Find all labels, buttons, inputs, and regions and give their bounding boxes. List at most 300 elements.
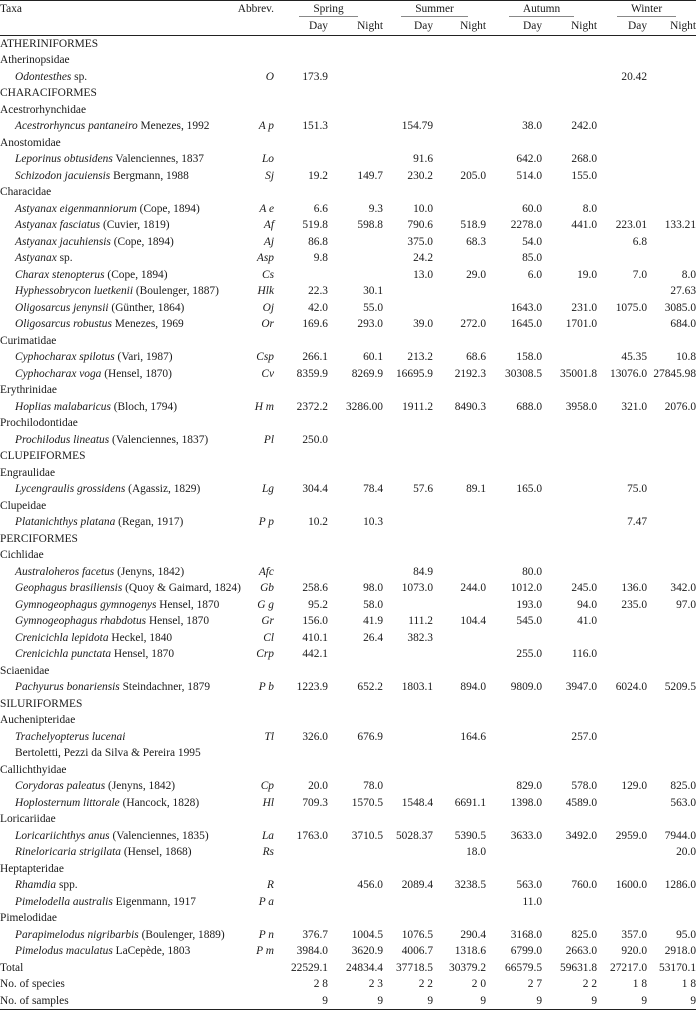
value-cell xyxy=(647,531,696,548)
table-row-family xyxy=(0,861,696,878)
value-cell xyxy=(328,547,383,564)
value-cell: 6.8 xyxy=(632,235,648,248)
abbrev-cell xyxy=(230,712,274,729)
abbrev-cell: Csp xyxy=(256,351,274,363)
abbrev-cell xyxy=(230,663,274,680)
value-cell xyxy=(433,283,486,300)
header-winter-night: Night xyxy=(647,18,696,35)
value-cell xyxy=(383,646,433,663)
value-cell: 1803.1 xyxy=(401,681,434,693)
value-cell xyxy=(274,382,328,399)
family-name: Loricariidae xyxy=(0,813,56,825)
value-cell: 266.1 xyxy=(302,351,328,363)
value-cell xyxy=(328,118,383,135)
species-binomial: Oligosarcus robustus xyxy=(15,318,112,330)
value-cell xyxy=(433,415,486,432)
value-cell xyxy=(647,52,696,69)
value-cell xyxy=(597,894,647,911)
value-cell: 6.0 xyxy=(527,268,543,281)
value-cell: 255.0 xyxy=(516,648,543,660)
value-cell xyxy=(383,696,433,713)
value-cell: 894.0 xyxy=(460,681,487,693)
value-cell xyxy=(597,35,647,52)
abbrev-cell: O xyxy=(265,70,274,83)
value-cell xyxy=(274,877,328,894)
table-row-family xyxy=(0,415,696,432)
value-cell xyxy=(597,316,647,333)
value-cell xyxy=(647,168,696,185)
abbrev-cell: Tl xyxy=(264,730,274,743)
table-row-family xyxy=(0,382,696,399)
value-cell xyxy=(274,102,328,119)
value-cell: 760.0 xyxy=(571,879,598,891)
value-cell: 58.0 xyxy=(363,598,384,611)
value-cell: 2 8 xyxy=(313,978,328,990)
species-binomial: Parapimelodus nigribarbis xyxy=(15,928,139,941)
header-abbrev: Abbrev. xyxy=(230,1,274,19)
value-cell: 2 2 xyxy=(582,978,598,990)
value-cell: 9 xyxy=(328,993,383,1010)
species-binomial: Oligosarcus jenynsii xyxy=(15,301,109,314)
value-cell xyxy=(328,762,383,779)
value-cell: 6691.1 xyxy=(454,796,487,809)
value-cell: 1398.0 xyxy=(510,796,543,809)
value-cell: 169.6 xyxy=(302,318,328,330)
table-row-species xyxy=(0,316,696,333)
value-cell xyxy=(486,85,542,102)
value-cell xyxy=(647,696,696,713)
value-cell xyxy=(597,696,647,713)
value-cell: 45.35 xyxy=(621,351,648,363)
value-cell xyxy=(328,184,383,201)
species-name xyxy=(0,69,230,86)
abbrev-cell: Gb xyxy=(260,582,274,594)
value-cell: 293.0 xyxy=(357,318,384,330)
value-cell: 1600.0 xyxy=(615,879,648,891)
value-cell xyxy=(433,382,486,399)
value-cell xyxy=(597,465,647,482)
value-cell xyxy=(274,35,328,52)
species-binomial: Acestrorhyncus pantaneiro xyxy=(15,120,138,132)
value-cell xyxy=(647,811,696,828)
value-cell xyxy=(597,646,647,663)
value-cell: 24834.4 xyxy=(345,961,384,974)
table-row-species xyxy=(0,927,696,944)
value-cell: 257.0 xyxy=(571,730,598,743)
value-cell: 111.2 xyxy=(408,615,434,627)
value-cell xyxy=(542,69,597,86)
value-cell xyxy=(542,250,597,267)
value-cell xyxy=(433,465,486,482)
abbrev-cell: Or xyxy=(261,318,274,330)
species-binomial: Geophagus brasiliensis xyxy=(15,582,123,594)
value-cell xyxy=(542,432,597,449)
value-cell xyxy=(383,35,433,52)
value-cell: 35001.8 xyxy=(560,367,598,380)
species-authority: (Valenciennes, 1835) xyxy=(109,829,209,842)
value-cell xyxy=(647,465,696,482)
value-cell xyxy=(647,762,696,779)
value-cell xyxy=(433,712,486,729)
value-cell: 245.0 xyxy=(571,582,598,594)
value-cell xyxy=(647,894,696,911)
value-cell xyxy=(433,300,486,317)
value-cell: 652.2 xyxy=(357,681,384,693)
value-cell xyxy=(433,547,486,564)
table-row-family xyxy=(0,663,696,680)
table-row-species xyxy=(0,168,696,185)
value-cell: 55.0 xyxy=(363,301,384,314)
value-cell: 2 3 xyxy=(368,978,384,990)
value-cell xyxy=(383,498,433,515)
value-cell xyxy=(274,267,328,284)
header-blank-taxa xyxy=(0,18,230,35)
value-cell: 1643.0 xyxy=(510,301,543,314)
value-cell: 5209.5 xyxy=(664,681,696,693)
value-cell: 2372.2 xyxy=(296,400,328,413)
abbrev-cell xyxy=(230,976,274,993)
value-cell: 825.0 xyxy=(571,928,598,941)
value-cell xyxy=(647,184,696,201)
value-cell: 165.0 xyxy=(516,483,543,495)
value-cell: 2663.0 xyxy=(565,945,598,957)
value-cell: 342.0 xyxy=(670,582,696,594)
value-cell xyxy=(486,844,542,861)
value-cell xyxy=(274,663,328,680)
species-binomial: Pimelodus maculatus xyxy=(15,945,113,957)
value-cell xyxy=(328,910,383,927)
value-cell xyxy=(542,234,597,251)
abbrev-cell: Af xyxy=(263,219,274,231)
table-row-family xyxy=(0,102,696,119)
value-cell xyxy=(647,250,696,267)
value-cell xyxy=(383,448,433,465)
abbrev-cell xyxy=(230,102,274,119)
value-cell: 3620.9 xyxy=(351,945,384,957)
value-cell xyxy=(433,663,486,680)
value-cell: 155.0 xyxy=(571,169,598,182)
value-cell: 2918.0 xyxy=(664,945,696,957)
value-cell xyxy=(328,234,383,251)
species-binomial: Hoplias malabaricus xyxy=(15,400,111,413)
value-cell xyxy=(542,712,597,729)
value-cell: 3958.0 xyxy=(565,400,598,413)
value-cell xyxy=(328,894,383,911)
species-name xyxy=(0,366,230,383)
header-winter: Winter xyxy=(597,1,696,19)
value-cell xyxy=(328,696,383,713)
abbrev-cell xyxy=(230,696,274,713)
abbrev-cell: Hl xyxy=(262,796,274,809)
header-winter-day: Day xyxy=(597,18,647,35)
value-cell: 9 xyxy=(383,993,433,1010)
species-authority: Eigenmann, 1917 xyxy=(112,895,196,908)
value-cell xyxy=(597,861,647,878)
value-cell: 78.0 xyxy=(363,780,384,792)
value-cell xyxy=(383,135,433,152)
header-taxa: Taxa xyxy=(0,1,230,19)
value-cell: 3085.0 xyxy=(664,301,696,314)
abbrev-cell xyxy=(230,960,274,977)
family-name: Erythrinidae xyxy=(0,384,57,396)
abbrev-cell xyxy=(230,448,274,465)
value-cell xyxy=(433,778,486,795)
abbrev-cell: R xyxy=(267,879,274,891)
species-authority: (Cuvier, 1819) xyxy=(100,219,170,231)
value-cell: 30379.2 xyxy=(449,961,487,974)
value-cell xyxy=(542,349,597,366)
table-row-species xyxy=(0,679,696,696)
value-cell: 9 xyxy=(647,993,696,1010)
abbrev-cell: Sj xyxy=(265,169,274,182)
header-summer-day: Day xyxy=(383,18,433,35)
value-cell xyxy=(383,85,433,102)
species-binomial: Astyanax eigenmanniorum xyxy=(15,202,137,215)
abbrev-cell: Afc xyxy=(258,565,274,578)
total-label: No. of samples xyxy=(0,993,230,1010)
value-cell: 116.0 xyxy=(571,648,598,660)
value-cell xyxy=(597,762,647,779)
value-cell: 41.9 xyxy=(363,615,384,627)
species-name xyxy=(0,300,230,317)
value-cell xyxy=(597,910,647,927)
species-authority: Steindachner, 1879 xyxy=(119,681,211,693)
value-cell: 376.7 xyxy=(302,928,328,941)
value-cell xyxy=(647,613,696,630)
value-cell: 53170.1 xyxy=(659,961,696,974)
value-cell: 304.4 xyxy=(302,483,328,495)
table-row-family xyxy=(0,547,696,564)
value-cell: 250.0 xyxy=(302,433,328,446)
abbrev-cell: Pl xyxy=(263,433,274,446)
table-row-species xyxy=(0,283,696,300)
family-name: Cichlidae xyxy=(0,549,44,561)
species-authority: Hensel, 1870 xyxy=(146,615,210,627)
table-body xyxy=(0,35,696,1010)
value-cell xyxy=(647,861,696,878)
value-cell xyxy=(328,448,383,465)
value-cell: 20.42 xyxy=(621,70,648,83)
value-cell xyxy=(597,201,647,218)
value-cell: 9 xyxy=(486,993,542,1010)
value-cell xyxy=(328,564,383,581)
value-cell xyxy=(647,729,696,746)
value-cell xyxy=(328,333,383,350)
value-cell: 91.6 xyxy=(413,153,434,165)
value-cell xyxy=(274,85,328,102)
value-cell xyxy=(383,531,433,548)
value-cell xyxy=(486,184,542,201)
value-cell xyxy=(486,811,542,828)
value-cell xyxy=(328,861,383,878)
value-cell xyxy=(383,894,433,911)
species-name xyxy=(0,894,230,911)
value-cell xyxy=(597,745,647,762)
species-binomial: Crenicichla lepidota xyxy=(15,631,109,644)
table-row-species xyxy=(0,217,696,234)
table-row-species xyxy=(0,250,696,267)
value-cell: 1286.0 xyxy=(664,879,696,891)
abbrev-cell: Rs xyxy=(262,846,274,858)
species-name xyxy=(0,646,230,663)
value-cell: 68.6 xyxy=(466,351,487,363)
species-authority: (Hensel, 1870) xyxy=(101,367,172,380)
value-cell: 213.2 xyxy=(407,351,434,363)
value-cell xyxy=(597,531,647,548)
value-cell: 9.3 xyxy=(368,202,384,215)
value-cell xyxy=(542,663,597,680)
family-name: Callichthyidae xyxy=(0,763,67,776)
header-summer: Summer xyxy=(383,1,486,19)
value-cell xyxy=(274,745,328,762)
species-name xyxy=(0,877,230,894)
value-cell: 89.1 xyxy=(466,483,487,495)
value-cell: 2076.0 xyxy=(664,400,696,413)
table-row-species xyxy=(0,894,696,911)
value-cell xyxy=(542,630,597,647)
species-authority: (Agassiz, 1829) xyxy=(125,483,201,495)
species-authority: (Hensel, 1868) xyxy=(121,846,192,858)
order-name: CHARACIFORMES xyxy=(0,87,97,99)
value-cell xyxy=(542,811,597,828)
value-cell xyxy=(274,448,328,465)
value-cell xyxy=(647,663,696,680)
table-row-species xyxy=(0,729,696,746)
value-cell: 60.1 xyxy=(363,351,384,363)
value-cell xyxy=(328,135,383,152)
value-cell: 39.0 xyxy=(413,318,434,330)
family-name: Auchenipteridae xyxy=(0,714,76,726)
value-cell: 6024.0 xyxy=(615,681,648,693)
table-row-species xyxy=(0,580,696,597)
value-cell xyxy=(486,415,542,432)
value-cell xyxy=(328,35,383,52)
abbrev-cell: A p xyxy=(258,120,274,132)
value-cell xyxy=(328,465,383,482)
value-cell: 156.0 xyxy=(302,615,328,627)
value-cell xyxy=(597,712,647,729)
value-cell: 37718.5 xyxy=(395,961,434,974)
value-cell: 1701.0 xyxy=(565,318,598,330)
value-cell xyxy=(647,333,696,350)
species-authority: (Cope, 1894) xyxy=(110,235,174,248)
species-name xyxy=(0,201,230,218)
value-cell xyxy=(542,696,597,713)
value-cell xyxy=(486,861,542,878)
value-cell: 20.0 xyxy=(676,846,696,858)
value-cell xyxy=(597,613,647,630)
value-cell xyxy=(542,283,597,300)
value-cell xyxy=(597,250,647,267)
value-cell: 2959.0 xyxy=(615,829,648,842)
value-cell: 98.0 xyxy=(363,582,384,594)
value-cell xyxy=(274,531,328,548)
value-cell: 6799.0 xyxy=(510,945,543,957)
abbrev-cell xyxy=(230,910,274,927)
species-binomial: Cyphocharax spilotus xyxy=(15,351,115,363)
header-spring-day: Day xyxy=(274,18,328,35)
value-cell xyxy=(542,844,597,861)
value-cell xyxy=(597,283,647,300)
value-cell xyxy=(542,465,597,482)
header-spring-night: Night xyxy=(328,18,383,35)
value-cell xyxy=(647,514,696,531)
species-authority: (Hancock, 1828) xyxy=(119,796,200,809)
abbrev-cell: Asp xyxy=(256,252,274,264)
species-binomial: Leporinus obtusidens xyxy=(15,153,113,165)
value-cell: 8359.9 xyxy=(296,367,328,380)
species-name xyxy=(0,168,230,185)
species-name xyxy=(0,432,230,449)
order-name: CLUPEIFORMES xyxy=(0,450,86,462)
value-cell xyxy=(486,333,542,350)
value-cell xyxy=(328,267,383,284)
value-cell xyxy=(486,498,542,515)
value-cell xyxy=(433,35,486,52)
value-cell xyxy=(274,52,328,69)
species-name xyxy=(0,679,230,696)
value-cell xyxy=(542,333,597,350)
order-name: PERCIFORMES xyxy=(0,532,78,545)
value-cell xyxy=(328,498,383,515)
value-cell: 244.0 xyxy=(460,582,487,594)
value-cell: 10.0 xyxy=(413,202,434,215)
family-name: Characidae xyxy=(0,186,52,198)
value-cell: 1911.2 xyxy=(402,400,434,413)
value-cell xyxy=(486,910,542,927)
species-binomial: Crenicichla punctata xyxy=(15,648,112,660)
family-name: Curimatidae xyxy=(0,334,57,347)
value-cell: 66579.5 xyxy=(505,961,543,974)
value-cell: 642.0 xyxy=(516,153,543,165)
family-name: Sciaenidae xyxy=(0,664,50,677)
value-cell xyxy=(486,382,542,399)
species-authority: Menezes, 1992 xyxy=(137,120,210,132)
value-cell: 688.0 xyxy=(516,400,543,413)
order-name: ATHERINIFORMES xyxy=(0,37,99,50)
species-name xyxy=(0,151,230,168)
table-row-total xyxy=(0,960,696,977)
species-name xyxy=(0,234,230,251)
table-row-species xyxy=(0,877,696,894)
table-row-species xyxy=(0,564,696,581)
value-cell xyxy=(274,811,328,828)
value-cell: 2089.4 xyxy=(401,879,434,891)
value-cell xyxy=(383,432,433,449)
abbrev-cell: P a xyxy=(258,895,274,908)
value-cell: 9 xyxy=(597,993,647,1010)
value-cell xyxy=(597,547,647,564)
species-name xyxy=(0,564,230,581)
abbrev-cell: P m xyxy=(256,945,274,957)
value-cell xyxy=(383,712,433,729)
species-binomial: Trachelyopterus lucenai xyxy=(15,730,126,743)
table-row-cont xyxy=(0,745,696,762)
value-cell: 97.0 xyxy=(676,598,696,611)
value-cell xyxy=(542,35,597,52)
species-name xyxy=(0,349,230,366)
value-cell xyxy=(542,894,597,911)
species-authority: (Vari, 1987) xyxy=(114,351,173,363)
value-cell xyxy=(486,630,542,647)
value-cell xyxy=(383,415,433,432)
value-cell: 29.0 xyxy=(466,268,487,281)
abbrev-cell: Cv xyxy=(261,367,274,380)
value-cell xyxy=(486,283,542,300)
species-name xyxy=(0,283,230,300)
abbrev-cell: P p xyxy=(258,516,274,528)
value-cell: 173.9 xyxy=(302,70,328,83)
